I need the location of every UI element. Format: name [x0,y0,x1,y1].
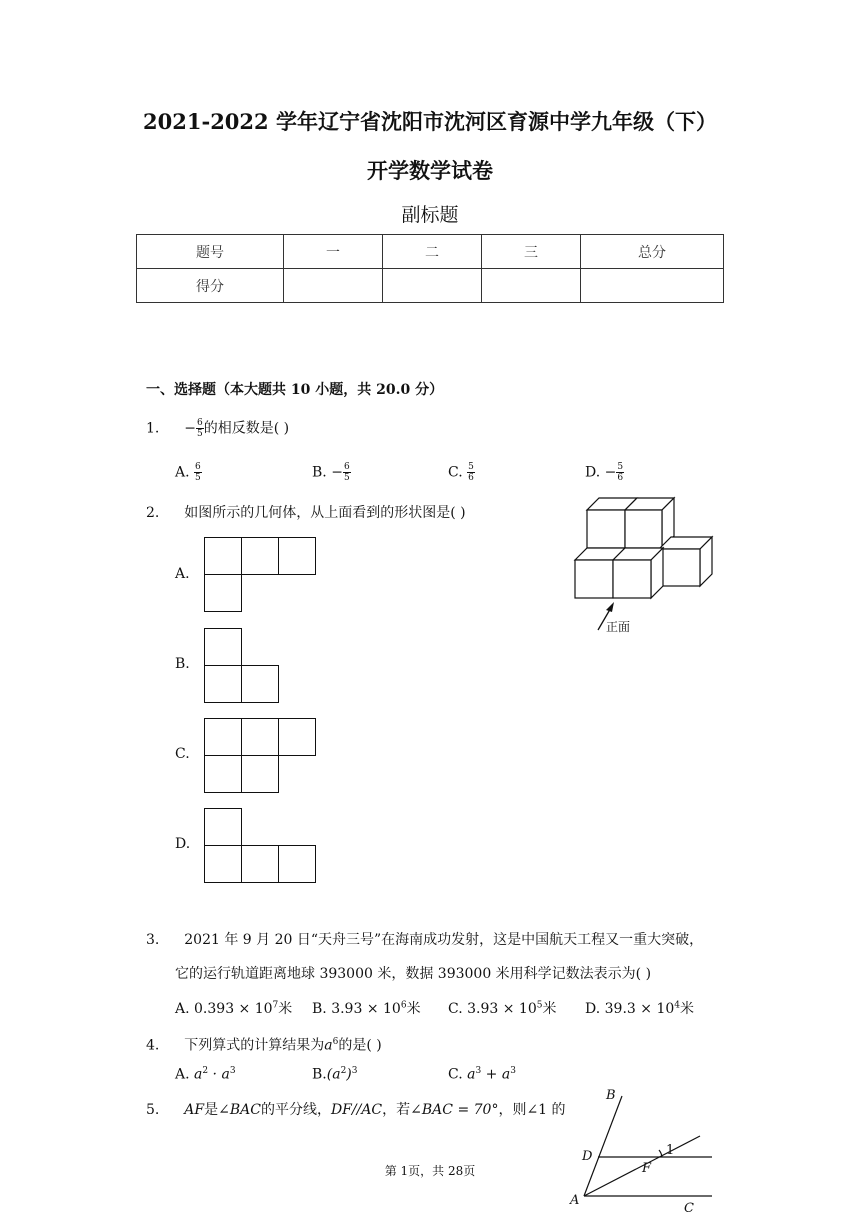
front-label: 正面 [606,620,631,634]
page-footer: 第 1页，共 28页 [384,1164,476,1178]
score-table-header-row [137,235,724,269]
question-text: 如图所示的几何体，从上面看到的形状图是( ) [184,505,466,521]
q2-option-a-label[interactable]: A. [175,566,190,582]
q1-option-d[interactable]: D. − $\frac{5}{6}$ [585,462,624,483]
question-1 [146,418,289,439]
score-cell [383,269,482,303]
score-cell: 二 [383,235,482,269]
score-table [136,234,724,303]
score-cell: 题号 [137,235,284,269]
question-number: 4. [146,1037,160,1054]
score-cell: 三 [482,235,581,269]
section-title: 一、选择题（本大题共 10 小题，共 20.0 分） [146,382,444,398]
q3-option-b[interactable]: B. $3.93 \times 10^6$米 [312,1000,421,1017]
q1-option-a[interactable]: A. $\frac{6}{5}$ [175,462,201,483]
question-number: 2. [146,505,160,521]
neg-sign: − [184,420,196,437]
question-5: 5. AF是∠BAC的平分线，DF//AC，若∠BAC = 70°，则∠1 的 [146,1102,566,1118]
q1-option-b[interactable]: B. − $\frac{6}{5}$ [312,462,350,483]
q2-option-d-label[interactable]: D. [175,836,191,852]
label-angle-1: 1 [666,1143,675,1158]
cube-front-face [575,560,613,598]
q2-option-b-label[interactable]: B. [175,656,190,672]
cube-front-face [625,510,662,548]
q4-option-a[interactable]: A. $a^2 \cdot a^3$ [175,1066,236,1083]
label-c: C [684,1201,694,1214]
score-cell: 得分 [137,269,284,303]
score-table-score-row [137,269,724,303]
score-cell [581,269,724,303]
q4-option-b[interactable]: $B.(a^2)^3$ [312,1066,358,1083]
question-number: 5. [146,1102,160,1118]
question-text-line1: 2021 年 9 月 20 日“天舟三号”在海南成功发射，这是中国航天工程又一重大突破， [184,932,704,948]
question-text: 的相反数是( ) [203,420,290,437]
cube-front-face [613,560,651,598]
fraction: $\frac{6}{5}$ [197,418,203,439]
label-b: B [606,1088,616,1103]
q2-option-c-label[interactable]: C. [175,746,190,762]
score-cell: 一 [284,235,383,269]
q1-option-c[interactable]: C. $\frac{5}{6}$ [448,462,474,483]
cube-stack-figure [570,494,720,636]
angle-bisector-figure [566,1084,726,1214]
ray-ab [584,1096,622,1196]
q3-option-c[interactable]: C. $3.93 \times 10^5$米 [448,1000,557,1017]
label-d: D [582,1149,593,1164]
exam-title-line1: 2021-2022 学年辽宁省沈阳市沈河区育源中学九年级（下） [143,109,717,134]
label-f: F [642,1161,652,1176]
exam-title-line2: 开学数学试卷 [367,158,493,183]
question-text-line2: 它的运行轨道距离地球 393000 米，数据 393000 米用科学记数法表示为( ) [175,966,652,982]
question-number: 1. [146,420,160,437]
q3-option-d[interactable]: D. $39.3 \times 10^4$米 [585,1000,694,1017]
q3-option-a[interactable]: A. $0.393 \times 10^7$米 [175,1000,293,1017]
question-number: 3. [146,932,160,948]
question-4: 4. 下列算式的计算结果为$a^6$的是( ) [146,1037,382,1054]
arrow-head-icon [606,602,614,612]
exam-subtitle: 副标题 [401,204,459,226]
cube-front-face [587,510,625,548]
question-2 [146,503,466,523]
q4-option-c[interactable]: C. $a^3 + a^3$ [448,1066,516,1083]
cube-front-face [659,549,700,586]
label-a: A [570,1193,580,1208]
score-cell: 总分 [581,235,724,269]
score-cell [482,269,581,303]
question-3 [146,930,703,950]
score-cell [284,269,383,303]
